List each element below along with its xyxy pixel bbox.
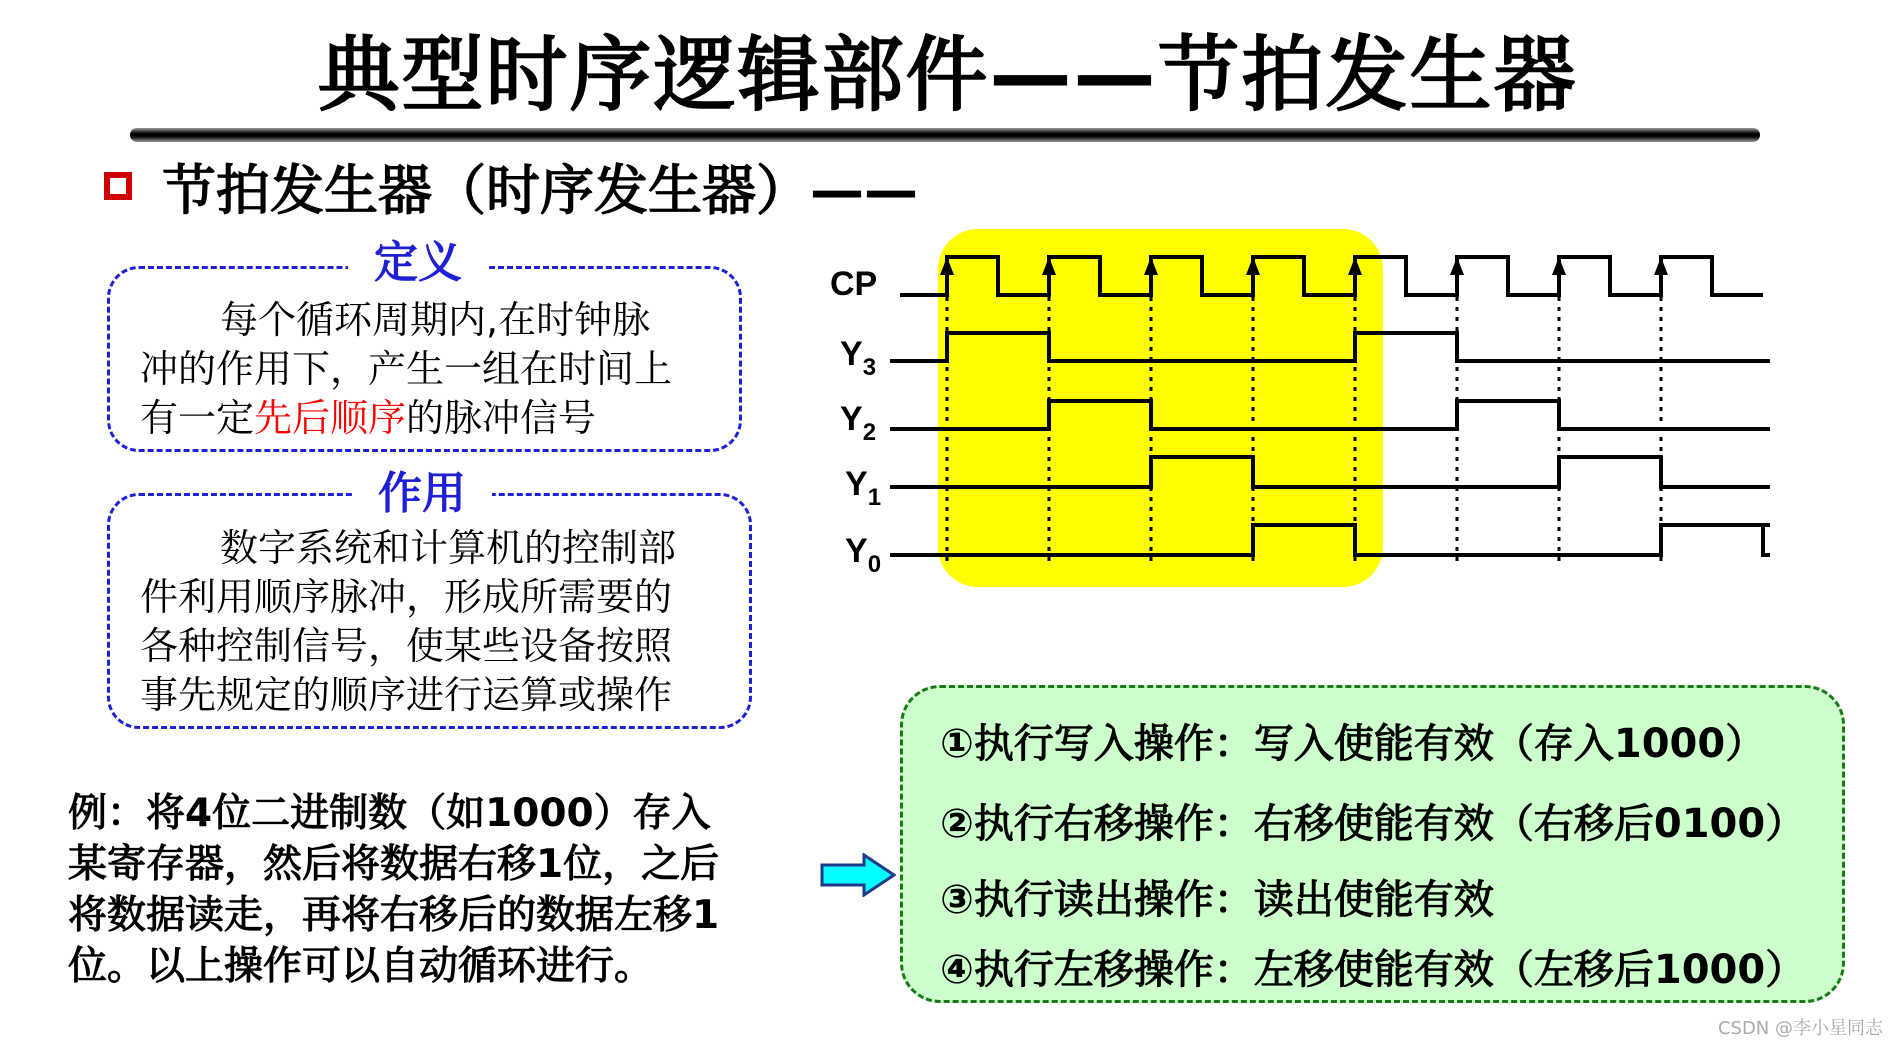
purpose-text xyxy=(140,524,730,720)
operation-item-1: ①执行写入操作：写入使能有效（存入1000） xyxy=(940,721,1766,767)
definition-line-3 xyxy=(140,394,720,443)
example-line-4: 位。以上操作可以自动循环进行。 xyxy=(68,944,654,989)
bullet-square-icon xyxy=(104,172,132,200)
signal-label-y0 xyxy=(845,532,881,578)
right-arrow-icon xyxy=(820,853,896,897)
example-text xyxy=(68,788,788,992)
signal-label-y0-base: Y xyxy=(845,532,868,570)
definition-text xyxy=(140,296,720,443)
timing-highlight xyxy=(938,229,1383,587)
signal-label-y2 xyxy=(840,400,876,446)
definition-highlight: 先后顺序 xyxy=(254,396,407,440)
definition-heading: 定义 xyxy=(348,237,488,289)
page-title: 典型时序逻辑部件——节拍发生器 xyxy=(317,28,1578,123)
operation-item-2: ②执行右移操作：右移使能有效（右移后0100） xyxy=(940,801,1806,847)
edge-arrow-icon-7 xyxy=(1552,257,1566,275)
signal-label-y2-sub: 2 xyxy=(862,419,877,446)
purpose-line-2: 件利用顺序脉冲，形成所需要的 xyxy=(140,575,673,619)
definition-line-3-start: 有一定 xyxy=(140,396,255,440)
operation-item-4: ④执行左移操作：左移使能有效（左移后1000） xyxy=(940,947,1806,993)
purpose-line-1: 数字系统和计算机的控制部 xyxy=(220,526,677,570)
title-divider xyxy=(130,128,1760,142)
example-line-2: 某寄存器，然后将数据右移1位，之后 xyxy=(68,842,720,887)
signal-label-y3-base: Y xyxy=(840,335,863,373)
edge-arrow-icon-8 xyxy=(1654,257,1668,275)
watermark: CSDN @李小星同志 xyxy=(1717,1018,1883,1039)
signal-label-y1-base: Y xyxy=(845,465,868,503)
edge-arrow-icon-6 xyxy=(1450,257,1464,275)
signal-label-y3 xyxy=(840,335,876,381)
signal-label-y2-base: Y xyxy=(840,400,863,438)
operation-item-3: ③执行读出操作：读出使能有效 xyxy=(940,877,1494,923)
signal-label-y1-sub: 1 xyxy=(867,484,882,511)
definition-line-2: 冲的作用下，产生一组在时间上 xyxy=(140,347,673,391)
purpose-heading: 作用 xyxy=(352,468,492,520)
timing-diagram xyxy=(800,225,1800,595)
section-heading: 节拍发生器（时序发生器）—— xyxy=(162,159,918,222)
purpose-line-4: 事先规定的顺序进行运算或操作 xyxy=(140,673,673,717)
definition-line-3-end: 的脉冲信号 xyxy=(406,396,597,440)
signal-label-cp: CP xyxy=(830,265,878,303)
purpose-line-3: 各种控制信号，使某些设备按照 xyxy=(140,624,673,668)
example-line-1: 例：将4位二进制数（如1000）存入 xyxy=(68,791,711,836)
signal-label-y1 xyxy=(845,465,881,511)
example-line-3: 将数据读走，再将右移后的数据左移1 xyxy=(68,893,720,938)
signal-label-y0-sub: 0 xyxy=(867,551,882,578)
definition-line-1: 每个循环周期内,在时钟脉 xyxy=(220,298,651,342)
signal-label-y3-sub: 3 xyxy=(862,354,877,381)
